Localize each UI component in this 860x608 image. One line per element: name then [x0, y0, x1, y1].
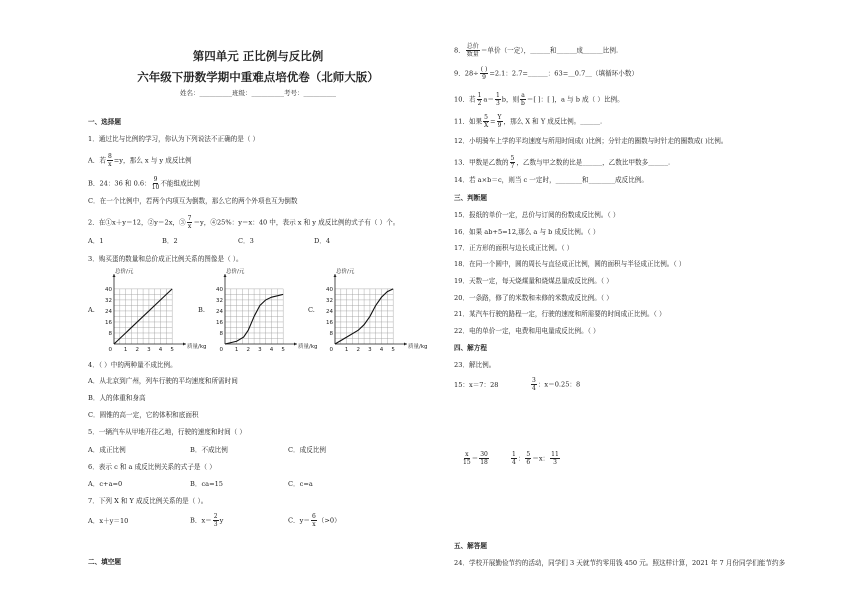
y-tick-label: 8 — [329, 330, 333, 337]
y-tick-label: 40 — [326, 286, 333, 293]
section-choice: 一、选择题 — [88, 118, 121, 126]
y-tick-label: 24 — [216, 308, 223, 315]
question-24: 24．学校开展勤俭节约的活动，同学们 3 天就节约零用钱 450 元。照这样计算，2021 年 7 月份同学们能节约多 — [454, 559, 786, 567]
question-7-option-b: B．x＝ $\frac{2}{3}$ y — [190, 513, 224, 528]
origin-label: 0 — [219, 347, 223, 353]
question-2-option-a: A．1 — [88, 237, 104, 245]
x-axis-arrow — [404, 343, 407, 346]
y-tick-label: 16 — [326, 319, 333, 326]
question-15: 15．报纸的单价一定，总价与订阅的份数成反比例。（ ） — [454, 211, 620, 219]
chart-b — [205, 266, 318, 358]
chart-c — [315, 266, 428, 358]
x-tick-label: 2 — [246, 347, 251, 353]
chart-a — [94, 266, 207, 358]
question-2: 2．在①x＋y＝12，②y＝2x，③ $\frac{7}{x}$ ＝y，④25%：y＝x：40 中，表示 x 和 y 成反比例的式子有（ ）个。 — [88, 215, 400, 230]
question-2-option-d: D．4 — [314, 237, 331, 245]
question-6-option-c: C．c=a — [288, 480, 313, 488]
question-2-option-c: C．3 — [238, 237, 254, 245]
chart-a-label: A. — [88, 306, 95, 314]
question-5: 5．一辆汽车从甲地开往乙地，行驶的速度和时间（ ） — [88, 428, 246, 436]
question-4-option-c: C．圆锥的高一定，它的体积和底面积 — [88, 411, 199, 419]
y-tick-label: 8 — [108, 330, 112, 337]
y-axis-label: 总价/元 — [336, 269, 355, 275]
question-5-option-b: B．不成比例 — [190, 446, 228, 454]
y-tick-label: 40 — [105, 286, 112, 293]
x-tick-label: 1 — [344, 347, 349, 353]
question-14: 14．若 a×b＝c，则当 c 一定时，________和________成反比例。 — [454, 176, 648, 184]
x-tick-label: 5 — [170, 347, 174, 353]
x-axis-label: 质量/kg — [298, 344, 318, 350]
question-17: 17．正方形的面积与边长成正比例。（ ） — [454, 244, 574, 252]
question-4-option-b: B．人的体重和身高 — [88, 394, 146, 402]
equation-2: $\frac{3}{4}$ ：x＝0.25：8 — [532, 377, 581, 392]
question-4-option-a: A．从北京到广州，列车行驶的平均速度和所需时间 — [88, 377, 238, 385]
x-axis-label: 质量/kg — [408, 344, 428, 350]
equation-3: $\frac{x}{15}$ ＝ $\frac{30}{18}$ — [463, 451, 488, 466]
question-6-option-b: B．ca=15 — [190, 480, 223, 488]
question-23: 23．解比例。 — [454, 361, 496, 369]
y-tick-label: 32 — [105, 297, 112, 304]
page-title: 第四单元 正比例与反比例 — [192, 49, 324, 63]
x-axis-label: 质量/kg — [187, 344, 207, 350]
equation-1: 15：x＝7：28 — [454, 381, 499, 389]
question-16: 16．如果 ab+5=12,那么 a 与 b 成反比例。（ ） — [454, 228, 600, 236]
question-4: 4．（ ）中的两种量不成比例。 — [88, 361, 177, 369]
question-3: 3．购买蛋的数量和总价成正比例关系的图像是（ ）。 — [88, 255, 243, 263]
origin-label: 0 — [329, 347, 333, 353]
y-axis-label: 总价/元 — [115, 269, 134, 275]
x-axis-arrow — [183, 343, 186, 346]
x-tick-label: 3 — [368, 347, 372, 353]
x-tick-label: 1 — [234, 347, 239, 353]
question-7-option-c: C．y＝ $\frac{6}{x}$ （>0） — [288, 513, 341, 528]
question-1-option-a: A．若 $\frac{8}{x}$ =y，那么 x 与 y 成反比例 — [88, 153, 192, 168]
question-10: 10．若 $\frac{1}{2}$ a＝ $\frac{1}{3}$ b，则 $\frac{a}{b}$ ＝[ ]：[ ]，a 与 b 成（ ）比例。 — [454, 92, 624, 107]
student-info-line: 姓名：__________班级：__________考号：__________ — [180, 89, 336, 97]
x-tick-label: 4 — [379, 347, 384, 353]
chart-c-label: C. — [308, 306, 315, 314]
x-tick-label: 1 — [123, 347, 128, 353]
y-axis-label: 总价/元 — [226, 269, 245, 275]
question-22: 22．电的单价一定，电费和用电量成反比例。（ ） — [454, 327, 600, 335]
y-tick-label: 8 — [219, 330, 223, 337]
question-13: 13．甲数是乙数的 $\frac{5}{7}$ ，乙数与甲之数的比是______，乙数比甲数多______. — [454, 155, 671, 170]
section-answer: 五、解答题 — [454, 542, 487, 550]
question-6: 6．表示 c 和 a 成反比例关系的式子是（ ） — [88, 463, 216, 471]
section-judge: 三、判断题 — [454, 194, 487, 202]
x-tick-label: 3 — [258, 347, 262, 353]
x-tick-label: 5 — [281, 347, 285, 353]
chart-b-label: B. — [198, 306, 205, 314]
y-tick-label: 16 — [216, 319, 223, 326]
question-1-option-b: B．24：36 和 0.6： $\frac{9}{10}$ 不能组成比例 — [88, 176, 200, 191]
question-5-option-c: C．成反比例 — [288, 446, 327, 454]
x-tick-label: 4 — [269, 347, 274, 353]
section-solve-equation: 四、解方程 — [454, 344, 487, 352]
y-tick-label: 16 — [105, 319, 112, 326]
section-fill-blank: 二、填空题 — [88, 558, 121, 566]
x-tick-label: 5 — [391, 347, 395, 353]
question-7-option-a: A．x＋y＝10 — [88, 517, 129, 525]
question-5-option-a: A．成正比例 — [88, 446, 126, 454]
page-subtitle: 六年级下册数学期中重难点培优卷（北师大版） — [137, 70, 379, 84]
x-tick-label: 2 — [135, 347, 140, 353]
y-tick-label: 24 — [105, 308, 112, 315]
question-6-option-a: A．c+a=0 — [88, 480, 123, 488]
question-21: 21．某汽车行驶的路程一定，行驶的速度和所需要的时间成正比例。（ ） — [454, 310, 666, 318]
question-8: 8． $\frac{\text{总价}}{\text{数量}}$ ＝单价（一定），______和______成______比例. — [454, 43, 619, 58]
equation-4: $\frac{1}{4}$ ： $\frac{5}{6}$ ＝x： $\frac{11}{3}$ — [512, 451, 559, 466]
y-tick-label: 40 — [216, 286, 223, 293]
question-11: 11．如果 $\frac{5}{X}$ = $\frac{Y}{9}$ ，那么 X 和 Y 成反比例。______. — [454, 114, 603, 129]
x-tick-label: 4 — [158, 347, 163, 353]
question-20: 20．一条路，修了的米数和未修的米数成反比例。（ ） — [454, 294, 613, 302]
question-19: 19．天数一定，每天烧煤量和烧煤总量成反比例。（ ） — [454, 277, 613, 285]
question-7: 7．下列 X 和 Y 成反比例关系的是（ ）。 — [88, 497, 208, 505]
question-9: 9．28÷ $\frac{( )}{9}$ =2.1：2.7=______：63=__0.7__（填循环小数） — [454, 66, 639, 81]
question-2-option-b: B．2 — [162, 237, 178, 245]
question-1-option-c: C．在一个比例中，若两个内项互为倒数，那么它的两个外项也互为倒数 — [88, 197, 298, 205]
question-18: 18．在同一个圆中，圆的周长与直径成正比例，圆的面积与半径成正比例。（ ） — [454, 260, 686, 268]
x-tick-label: 2 — [356, 347, 361, 353]
question-12: 12．小明骑车上学的平均速度与所用时间成( )比例；分针走的圈数与时针走的圈数成( )比例。 — [454, 137, 728, 145]
x-tick-label: 3 — [147, 347, 151, 353]
y-tick-label: 32 — [326, 297, 333, 304]
x-axis-arrow — [294, 343, 297, 346]
origin-label: 0 — [108, 347, 112, 353]
question-1: 1．通过比与比例的学习，你认为下列说法不正确的是（ ） — [88, 135, 260, 143]
y-tick-label: 24 — [326, 308, 333, 315]
y-tick-label: 32 — [216, 297, 223, 304]
